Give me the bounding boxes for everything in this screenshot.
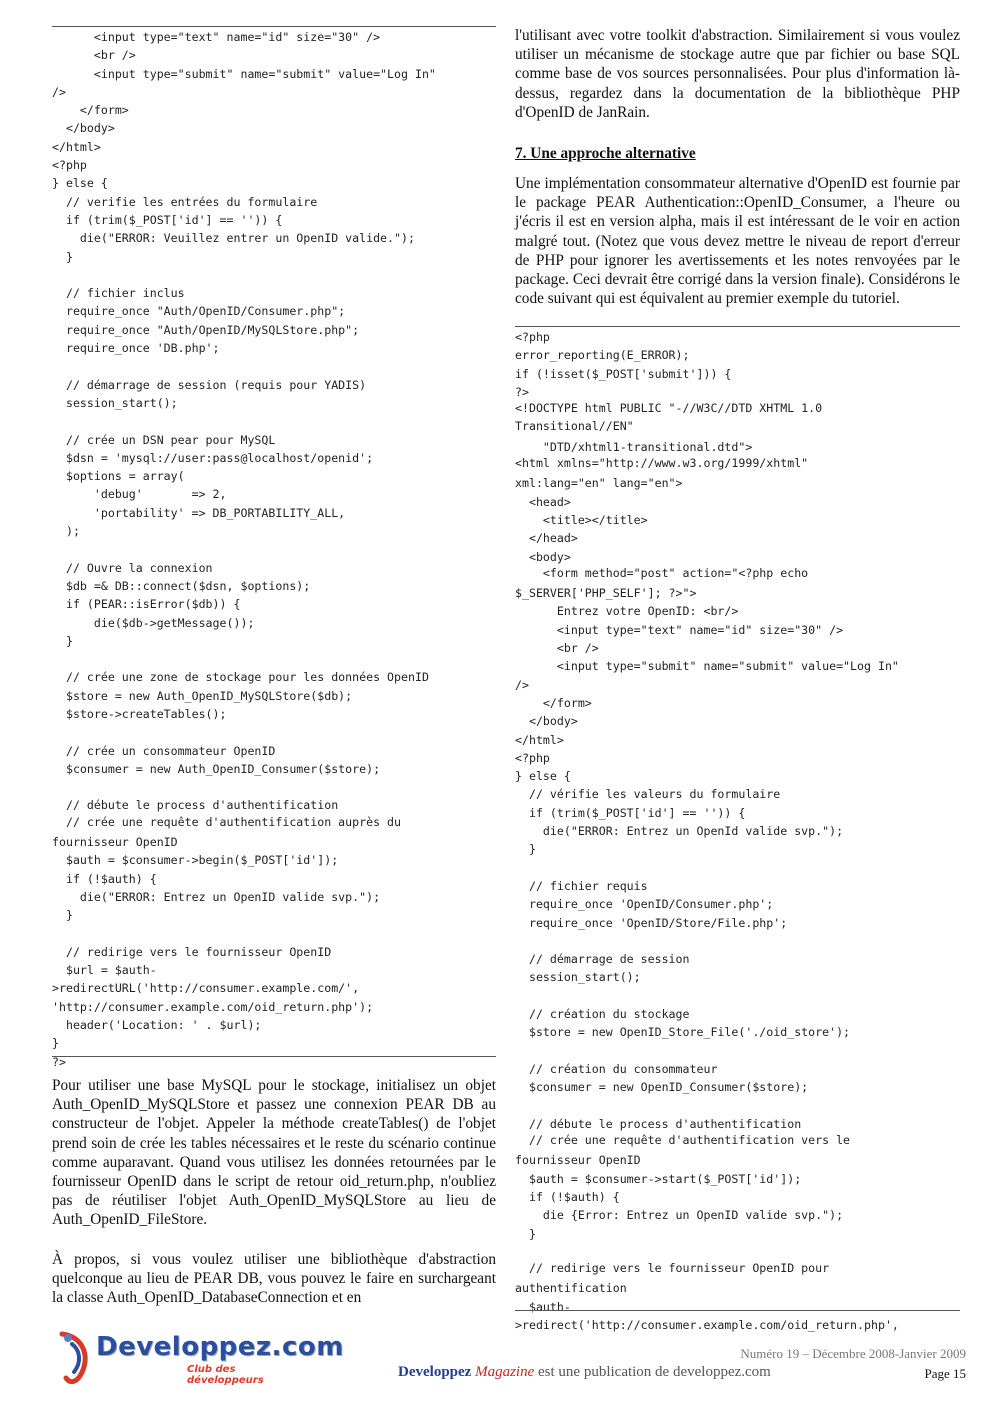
code-line: // démarrage de session bbox=[515, 952, 690, 967]
code-line: // crée une requête d'authentification auprès du bbox=[52, 814, 402, 829]
section-heading: 7. Une approche alternative bbox=[515, 145, 696, 162]
code-line: </form> bbox=[515, 695, 592, 710]
code-line: <head> bbox=[515, 494, 571, 509]
code-line: // fichier requis bbox=[515, 878, 648, 893]
code-line: die("ERROR: Entrez un OpenID valide svp."); bbox=[52, 889, 381, 904]
code-line bbox=[515, 1096, 960, 1114]
code-line: $store = new Auth_OpenID_MySQLStore($db); bbox=[52, 688, 353, 703]
code-line: authentification bbox=[515, 1281, 627, 1296]
code-line: <br /> bbox=[515, 641, 599, 656]
code-line: $consumer = new Auth_OpenID_Consumer($store); bbox=[52, 761, 381, 776]
code-line: if (!isset($_POST['submit'])) { bbox=[515, 366, 732, 381]
code-line: <input type="submit" name="submit" value="Log In" bbox=[515, 659, 899, 674]
code-line: $auth = $consumer->start($_POST['id']); bbox=[515, 1171, 802, 1186]
code-line: fournisseur OpenID bbox=[515, 1153, 641, 1168]
code-line: // verifie les entrées du formulaire bbox=[52, 194, 318, 209]
code-line: 'debug' => 2, bbox=[52, 487, 227, 502]
code-line bbox=[515, 1243, 960, 1261]
code-line: 'portability' => DB_PORTABILITY_ALL, bbox=[52, 505, 346, 520]
code-line: if (!$auth) { bbox=[515, 1189, 620, 1204]
publication-brand: Developpez bbox=[398, 1364, 472, 1380]
code-line bbox=[52, 540, 496, 558]
code-line: <form method="post" action="<?php echo bbox=[515, 565, 809, 580]
code-line: // Ouvre la connexion bbox=[52, 560, 213, 575]
code-line: <html xmlns="http://www.w3.org/1999/xhtml" bbox=[515, 456, 809, 471]
code-line: } else { bbox=[52, 176, 108, 191]
code-line: </head> bbox=[515, 531, 578, 546]
publication-magazine: Magazine bbox=[475, 1364, 535, 1380]
logo-wordmark: Developpez.com bbox=[96, 1332, 344, 1362]
code-line: // crée une zone de stockage pour les données OpenID bbox=[52, 670, 429, 685]
code-line: <br /> bbox=[52, 48, 136, 63]
code-rule-bottom bbox=[515, 1310, 960, 1311]
code-line: // crée un DSN pear pour MySQL bbox=[52, 432, 276, 447]
publication-text: est une publication de developpez.com bbox=[534, 1364, 771, 1380]
code-line: >redirect('http://consumer.example.com/oid_return.php', bbox=[515, 1318, 899, 1333]
code-line: /> bbox=[52, 84, 66, 99]
code-rule-bottom bbox=[52, 1056, 496, 1057]
code-line: // vérifie les valeurs du formulaire bbox=[515, 787, 781, 802]
code-line: } bbox=[515, 842, 536, 857]
page-number: Page 15 bbox=[924, 1366, 966, 1381]
code-line: require_once 'OpenID/Store/File.php'; bbox=[515, 915, 788, 930]
code-line: 'http://consumer.example.com/oid_return.php'); bbox=[52, 999, 374, 1014]
code-line: require_once 'DB.php'; bbox=[52, 341, 220, 356]
code-line: Entrez votre OpenID: <br/> bbox=[515, 604, 739, 619]
code-line: // débute le process d'authentification bbox=[52, 798, 339, 813]
code-line: } bbox=[52, 633, 73, 648]
paragraph: l'utilisant avec votre toolkit d'abstraction. Similairement si vous voulez utiliser un mécanisme de stockage autre que par fichier ou base SQL comme base de vos sources personnalisées. Pour plus d'information là-dessus, regardez dans la documentation de la bibliothèque PHP d'OpenID de JanRain. bbox=[515, 27, 960, 121]
code-line: <input type="submit" name="submit" value="Log In" bbox=[52, 66, 436, 81]
code-line: } bbox=[52, 908, 73, 923]
code-line bbox=[52, 357, 496, 375]
code-line bbox=[515, 1042, 960, 1060]
code-line: xml:lang="en" lang="en"> bbox=[515, 476, 683, 491]
code-line: Transitional//EN" bbox=[515, 419, 634, 434]
code-line: ?> bbox=[52, 1054, 66, 1069]
code-line: <title></title> bbox=[515, 512, 648, 527]
code-line: if (PEAR::isError($db)) { bbox=[52, 597, 241, 612]
code-line: } bbox=[515, 1226, 536, 1241]
code-line: if (trim($_POST['id'] == '')) { bbox=[515, 805, 746, 820]
swirl-logo-icon bbox=[52, 1326, 100, 1388]
code-line: // redirige vers le fournisseur OpenID bbox=[52, 944, 332, 959]
code-line: <input type="text" name="id" size="30" /> bbox=[515, 622, 844, 637]
developpez-logo bbox=[52, 1326, 344, 1388]
code-line: "DTD/xhtml1-transitional.dtd"> bbox=[515, 439, 753, 454]
code-line bbox=[515, 987, 960, 1005]
code-line: <!DOCTYPE html PUBLIC "-//W3C//DTD XHTML 1.0 bbox=[515, 401, 823, 416]
code-line: /> bbox=[515, 677, 529, 692]
code-line bbox=[52, 266, 496, 284]
code-line: $auth = $consumer->begin($_POST['id']); bbox=[52, 853, 339, 868]
code-line: require_once "Auth/OpenID/Consumer.php"; bbox=[52, 304, 346, 319]
code-rule-top bbox=[515, 326, 960, 327]
code-line: if (trim($_POST['id'] == '')) { bbox=[52, 212, 283, 227]
code-line: session_start(); bbox=[52, 395, 178, 410]
code-line: ?> bbox=[515, 384, 529, 399]
code-line: die {Error: Entrez un OpenID valide svp."); bbox=[515, 1208, 844, 1223]
publication-line bbox=[398, 1364, 771, 1381]
code-rule-top bbox=[52, 26, 496, 27]
logo-tagline: Club des développeurs bbox=[187, 1364, 264, 1386]
code-line: // redirige vers le fournisseur OpenID pour bbox=[515, 1261, 830, 1276]
paragraph: À propos, si vous voulez utiliser une bibliothèque d'abstraction quelconque au lieu de PEAR DB, vous pouvez le faire en surchargeant la classe Auth_OpenID_DatabaseConnection et en bbox=[52, 1251, 496, 1307]
code-line: // création du consommateur bbox=[515, 1061, 718, 1076]
code-line: $consumer = new OpenID_Consumer($store); bbox=[515, 1080, 809, 1095]
code-line: die($db->getMessage()); bbox=[52, 615, 255, 630]
issue-label: Numéro 19 – Décembre 2008-Janvier 2009 bbox=[740, 1346, 966, 1361]
code-line: } bbox=[52, 249, 73, 264]
code-line: // création du stockage bbox=[515, 1006, 690, 1021]
code-line: <?php bbox=[515, 750, 550, 765]
code-line: </form> bbox=[52, 103, 129, 118]
code-line bbox=[515, 932, 960, 950]
code-line: fournisseur OpenID bbox=[52, 835, 178, 850]
code-line bbox=[52, 412, 496, 430]
code-line: <?php bbox=[52, 158, 87, 173]
code-line bbox=[52, 778, 496, 796]
code-line: $auth- bbox=[515, 1299, 571, 1314]
code-line: $_SERVER['PHP_SELF']; ?>"> bbox=[515, 586, 697, 601]
code-line: $url = $auth- bbox=[52, 963, 157, 978]
code-line: $store->createTables(); bbox=[52, 706, 227, 721]
code-listing-left bbox=[52, 28, 496, 1071]
code-listing-right bbox=[515, 328, 960, 1334]
code-line: $db =& DB::connect($dsn, $options); bbox=[52, 578, 311, 593]
code-line: $store = new OpenID_Store_File('./oid_store'); bbox=[515, 1025, 851, 1040]
code-line: // démarrage de session (requis pour YADIS) bbox=[52, 377, 367, 392]
code-line: >redirectURL('http://consumer.example.com/', bbox=[52, 981, 360, 996]
code-line: </html> bbox=[515, 732, 564, 747]
code-line: session_start(); bbox=[515, 970, 641, 985]
code-line: require_once "Auth/OpenID/MySQLStore.php"; bbox=[52, 322, 360, 337]
code-line: } else { bbox=[515, 769, 571, 784]
code-line: die("ERROR: Entrez un OpenId valide svp."); bbox=[515, 824, 844, 839]
code-line: // crée un consommateur OpenID bbox=[52, 743, 276, 758]
code-line: // fichier inclus bbox=[52, 286, 185, 301]
code-line: // débute le process d'authentification bbox=[515, 1116, 802, 1131]
code-line: } bbox=[52, 1036, 59, 1051]
code-line bbox=[515, 859, 960, 877]
code-line: </body> bbox=[515, 714, 578, 729]
code-line: $dsn = 'mysql://user:pass@localhost/openid'; bbox=[52, 450, 374, 465]
code-line: header('Location: ' . $url); bbox=[52, 1018, 262, 1033]
code-line bbox=[52, 650, 496, 668]
code-line: </html> bbox=[52, 139, 101, 154]
code-line bbox=[52, 925, 496, 943]
code-line: </body> bbox=[52, 121, 115, 136]
code-line: $options = array( bbox=[52, 469, 185, 484]
paragraph: Pour utiliser une base MySQL pour le stockage, initialisez un objet Auth_OpenID_MySQLStore et passez une connexion PEAR DB au constructeur de l'objet. Appeler la méthode createTables() de l'objet prend soin de crée les tables nécessaires et le reste du scénario continue comme auparavant. Quand vous utilisez les données retournées par le fournisseur OpenID dans le script de retour oid_return.php, n'oubliez pas de réutiliser l'objet Auth_OpenID_MySQLStore au lieu de Auth_OpenID_FileStore. bbox=[52, 1077, 496, 1229]
code-line: <body> bbox=[515, 549, 571, 564]
code-line: die("ERROR: Veuillez entrer un OpenID valide."); bbox=[52, 231, 415, 246]
paragraph: Une implémentation consommateur alternative d'OpenID est fournie par le package PEAR Authentication::OpenID_Consumer, a l'heure ou j'écris il est en version alpha, mais il est intéressant de le voir en action malgré tout. (Notez que vous devez mettre le niveau de report d'erreur de PHP pour ignorer les avertissements et les notes renvoyées par le package. Ceci devrait être corrigé dans la version finale). Considérons le code suivant qui est équivalent au premier exemple du tutoriel. bbox=[515, 175, 960, 308]
code-line: require_once 'OpenID/Consumer.php'; bbox=[515, 897, 774, 912]
code-line: ); bbox=[52, 524, 80, 539]
code-line: <?php bbox=[515, 330, 550, 344]
code-line: <input type="text" name="id" size="30" /> bbox=[52, 30, 381, 44]
code-line: // crée une requête d'authentification vers le bbox=[515, 1133, 851, 1148]
code-line bbox=[52, 723, 496, 741]
code-line: if (!$auth) { bbox=[52, 871, 157, 886]
code-line: error_reporting(E_ERROR); bbox=[515, 348, 690, 363]
